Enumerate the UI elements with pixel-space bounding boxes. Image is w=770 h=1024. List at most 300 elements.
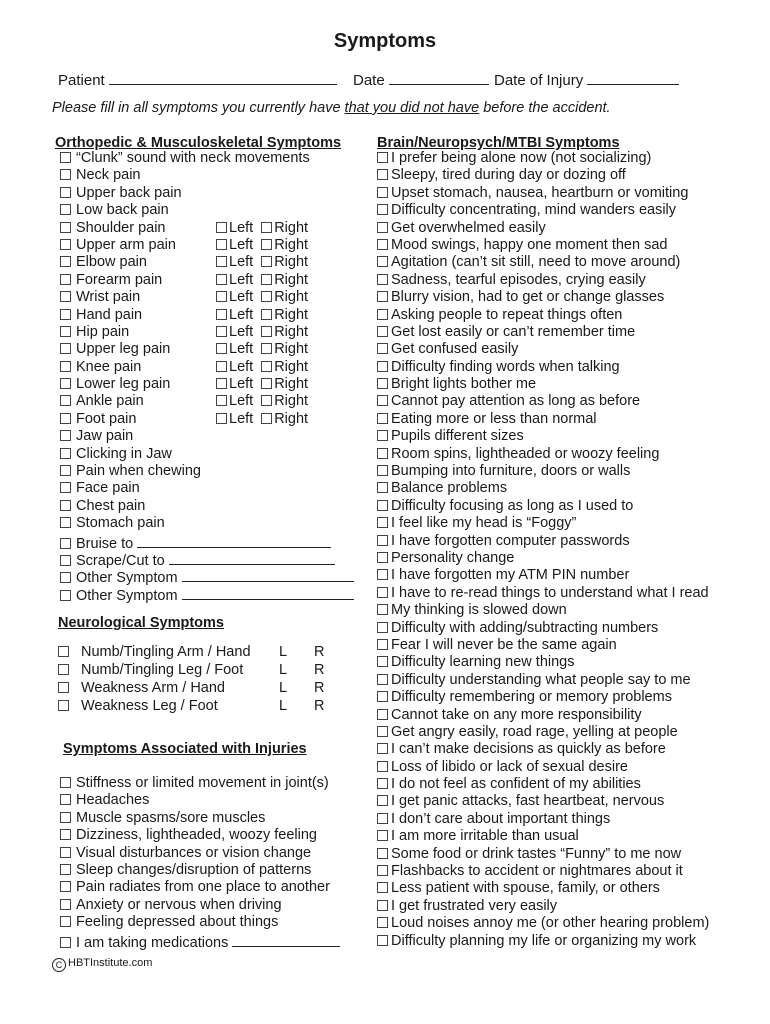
ortho-item [60,272,354,289]
ortho-heading: Orthopedic & Musculoskeletal Symptoms [55,135,342,151]
brain-item [377,341,709,358]
brain-item [377,393,709,410]
brain-item-label: Difficulty focusing as long as I used to [391,497,634,514]
right-label: Right [274,393,309,410]
ortho-item-label: Elbow pain [76,254,147,271]
brain-item-label: Loss of libido or lack of sexual desire [391,758,628,775]
brain-checkbox[interactable] [377,587,388,598]
injury-item-label: Muscle spasms/sore muscles [76,809,266,826]
injury-item-label: Pain radiates from one place to another [76,879,330,896]
brain-item-label: Bright lights bother me [391,376,537,393]
brain-item-label: I get frustrated very easily [391,897,558,914]
left-right-options [216,272,308,289]
brain-checkbox[interactable] [377,378,388,389]
instructions-after: before the accident. [479,100,611,116]
brain-item-label: Fear I will never be the same again [391,636,617,653]
brain-checkbox[interactable] [377,726,388,737]
injury-item [60,914,340,931]
brain-checkbox[interactable] [377,274,388,285]
brain-item-label: Flashbacks to accident or nightmares about it [391,863,683,880]
left-checkbox[interactable] [216,239,227,250]
ortho-item-label: Neck pain [76,167,141,184]
ortho-item-label: Stomach pain [76,515,165,532]
injury-date-label: Date of Injury [494,72,584,89]
ortho-checkbox[interactable] [60,500,71,511]
brain-item [377,480,709,497]
left-label: Left [229,306,254,323]
ortho-checkbox[interactable] [60,448,71,459]
neuro-left-option[interactable]: L [279,680,288,696]
ortho-item [60,359,354,376]
injury-item [60,845,340,862]
ortho-item [60,376,354,393]
ortho-checkbox[interactable] [60,395,71,406]
injuries-heading: Symptoms Associated with Injuries [63,741,307,757]
neuro-item [58,661,325,679]
ortho-checkbox[interactable] [60,169,71,180]
ortho-checkbox[interactable] [60,291,71,302]
copyright [52,957,152,972]
ortho-item [60,289,354,306]
brain-checkbox[interactable] [377,169,388,180]
left-label: Left [229,323,254,340]
brain-item-label: I have to re-read things to understand what I read [391,584,709,601]
ortho-item-label: Wrist pain [76,289,141,306]
brain-item [377,185,709,202]
ortho-item [60,150,354,167]
ortho-item-label: Face pain [76,480,140,497]
injury-item-label: Stiffness or limited movement in joint(s) [76,775,329,791]
injury-checkbox[interactable] [60,937,71,948]
brain-item [377,289,709,306]
brain-checkbox[interactable] [377,743,388,754]
brain-checkbox[interactable] [377,709,388,720]
ortho-item [60,307,354,324]
brain-checkbox[interactable] [377,604,388,615]
brain-item-label: I can’t make decisions as quickly as before [391,741,666,758]
neuro-item-label: Numb/Tingling Arm / Hand [81,644,251,660]
brain-item [377,428,709,445]
injury-item [60,862,340,879]
ortho-item-label: Lower leg pain [76,376,171,393]
brain-item [377,811,709,828]
brain-checkbox[interactable] [377,795,388,806]
left-checkbox[interactable] [216,326,227,337]
brain-checkbox[interactable] [377,239,388,250]
neuro-item-label: Numb/Tingling Leg / Foot [81,662,244,678]
brain-item-label: Difficulty understanding what people say to me [391,671,691,688]
injury-checkbox[interactable] [60,777,71,788]
left-label: Left [229,236,254,253]
neuro-checkbox[interactable] [58,682,69,693]
left-checkbox[interactable] [216,378,227,389]
ortho-item-label: Upper arm pain [76,236,176,253]
injury-checkbox[interactable] [60,812,71,823]
brain-item [377,654,709,671]
left-label: Left [229,271,254,288]
left-label: Left [229,376,254,393]
brain-checkbox[interactable] [377,204,388,215]
ortho-checkbox[interactable] [60,204,71,215]
injury-date-line[interactable] [587,70,679,85]
brain-item [377,759,709,776]
ortho-item-label: Hand pain [76,306,143,323]
right-checkbox[interactable] [261,326,272,337]
injury-item-label: Visual disturbances or vision change [76,844,312,861]
patient-line[interactable] [109,70,337,85]
right-label: Right [274,289,309,306]
brain-checkbox[interactable] [377,535,388,546]
brain-item-label: Difficulty planning my life or organizing my work [391,932,697,949]
ortho-item-label: Foot pain [76,410,137,427]
left-checkbox[interactable] [216,256,227,267]
injury-item-label: I am taking medications [76,934,229,951]
brain-item [377,776,709,793]
brain-item-label: Mood swings, happy one moment then sad [391,236,668,253]
brain-checkbox[interactable] [377,448,388,459]
brain-item-label: Balance problems [391,480,508,497]
brain-item-label: Some food or drink tastes “Funny” to me now [391,845,682,862]
brain-item-label: I am more irritable than usual [391,828,579,845]
injury-item [60,792,340,809]
brain-item [377,933,709,950]
date-field[interactable] [353,70,489,89]
date-label: Date [353,72,385,89]
brain-item [377,724,709,741]
left-label: Left [229,341,254,358]
brain-item [377,567,709,584]
brain-checkbox[interactable] [377,500,388,511]
right-checkbox[interactable] [261,256,272,267]
neuro-checkbox[interactable] [58,664,69,675]
ortho-list [60,150,354,602]
medications-line[interactable] [232,932,340,947]
ortho-checkbox[interactable] [60,590,71,601]
injury-item-label: Sleep changes/disruption of patterns [76,861,312,878]
brain-item-label: Blurry vision, had to get or change glasses [391,289,665,306]
ortho-item-label: Hip pain [76,323,130,340]
ortho-item [60,254,354,271]
left-checkbox[interactable] [216,361,227,372]
ortho-item [60,463,354,480]
brain-item-label: Room spins, lightheaded or woozy feeling [391,445,660,462]
ortho-item-label: Other Symptom [76,570,178,587]
right-checkbox[interactable] [261,343,272,354]
neuro-checkbox[interactable] [58,700,69,711]
left-right-options [216,411,308,428]
ortho-checkbox[interactable] [60,152,71,163]
ortho-checkbox[interactable] [60,274,71,285]
brain-checkbox[interactable] [377,413,388,424]
brain-item [377,307,709,324]
right-label: Right [274,323,309,340]
neuro-checkbox[interactable] [58,646,69,657]
brain-checkbox[interactable] [377,813,388,824]
ortho-item [60,480,354,497]
ortho-checkbox[interactable] [60,326,71,337]
date-line[interactable] [389,70,489,85]
brain-item-label: Difficulty remembering or memory problems [391,689,672,706]
brain-item-label: My thinking is slowed down [391,602,567,619]
neuro-left-option[interactable]: L [279,662,288,678]
neuro-left-option[interactable]: L [279,644,288,660]
brain-checkbox[interactable] [377,674,388,685]
neuro-item [58,697,325,715]
left-right-options [216,254,308,271]
neuro-right-option[interactable]: R [314,698,325,714]
brain-checkbox[interactable] [377,656,388,667]
fill-in-line[interactable] [182,585,354,600]
ortho-item [60,220,354,237]
instructions [52,100,611,116]
injury-item-label: Feeling depressed about things [76,914,279,931]
injury-checkbox[interactable] [60,916,71,927]
neuro-item-label: Weakness Leg / Foot [81,698,218,714]
injury-checkbox[interactable] [60,899,71,910]
brain-checkbox[interactable] [377,222,388,233]
ortho-item-label: Ankle pain [76,393,144,410]
neuro-right-option[interactable]: R [314,644,325,660]
brain-item [377,220,709,237]
injury-item [60,879,340,896]
left-right-options [216,341,308,358]
brain-item [377,898,709,915]
brain-item-label: Cannot take on any more responsibility [391,706,642,723]
brain-item-label: I feel like my head is “Foggy” [391,515,577,532]
ortho-checkbox[interactable] [60,482,71,493]
brain-checkbox[interactable] [377,465,388,476]
patient-label: Patient [58,72,105,89]
left-checkbox[interactable] [216,413,227,424]
ortho-checkbox[interactable] [60,222,71,233]
brain-item-label: Get confused easily [391,341,519,358]
injury-checkbox[interactable] [60,881,71,892]
brain-item-label: Difficulty learning new things [391,654,575,671]
ortho-checkbox[interactable] [60,309,71,320]
left-checkbox[interactable] [216,222,227,233]
brain-checkbox[interactable] [377,552,388,563]
brain-checkbox[interactable] [377,865,388,876]
injury-item-label: Anxiety or nervous when driving [76,896,282,913]
injury-checkbox[interactable] [60,794,71,805]
right-checkbox[interactable] [261,239,272,250]
ortho-checkbox[interactable] [60,343,71,354]
brain-item [377,880,709,897]
right-checkbox[interactable] [261,413,272,424]
brain-item [377,828,709,845]
right-label: Right [274,410,309,427]
right-checkbox[interactable] [261,395,272,406]
neuro-right-option[interactable]: R [314,662,325,678]
right-label: Right [274,236,309,253]
brain-checkbox[interactable] [377,691,388,702]
brain-checkbox[interactable] [377,430,388,441]
right-checkbox[interactable] [261,291,272,302]
left-checkbox[interactable] [216,343,227,354]
ortho-item [60,185,354,202]
right-checkbox[interactable] [261,274,272,285]
brain-checkbox[interactable] [377,639,388,650]
brain-checkbox[interactable] [377,256,388,267]
brain-checkbox[interactable] [377,152,388,163]
brain-item [377,915,709,932]
left-right-options [216,359,308,376]
brain-checkbox[interactable] [377,291,388,302]
brain-checkbox[interactable] [377,882,388,893]
brain-checkbox[interactable] [377,569,388,580]
right-label: Right [274,376,309,393]
ortho-checkbox[interactable] [60,378,71,389]
brain-checkbox[interactable] [377,395,388,406]
ortho-checkbox[interactable] [60,256,71,267]
brain-item-label: Upset stomach, nausea, heartburn or vomiting [391,184,689,201]
injury-checkbox[interactable] [60,829,71,840]
right-label: Right [274,254,309,271]
right-label: Right [274,219,309,236]
brain-checkbox[interactable] [377,343,388,354]
neuro-left-option[interactable]: L [279,698,288,714]
brain-checkbox[interactable] [377,935,388,946]
brain-checkbox[interactable] [377,309,388,320]
brain-item-label: Cannot pay attention as long as before [391,393,641,410]
brain-checkbox[interactable] [377,187,388,198]
ortho-item-label: Chest pain [76,497,146,514]
ortho-item [60,237,354,254]
right-checkbox[interactable] [261,222,272,233]
ortho-item-label: Upper back pain [76,184,182,201]
right-checkbox[interactable] [261,378,272,389]
brain-item [377,411,709,428]
right-checkbox[interactable] [261,309,272,320]
brain-item [377,254,709,271]
brain-checkbox[interactable] [377,761,388,772]
ortho-checkbox[interactable] [60,361,71,372]
right-label: Right [274,271,309,288]
fill-in-line[interactable] [137,533,331,548]
brain-item [377,637,709,654]
neuro-list [58,643,325,715]
injury-date-field[interactable] [494,70,679,89]
neuro-item [58,679,325,697]
brain-item-label: Loud noises annoy me (or other hearing problem) [391,915,710,932]
ortho-item-label: “Clunk” sound with neck movements [76,150,310,166]
injury-item [60,897,340,914]
ortho-item-label: Pain when chewing [76,463,201,480]
injury-item-label: Dizziness, lightheaded, woozy feeling [76,827,317,844]
brain-list [377,150,709,950]
neuro-right-option[interactable]: R [314,680,325,696]
brain-item-label: Get overwhelmed easily [391,219,546,236]
ortho-item [60,428,354,445]
left-checkbox[interactable] [216,291,227,302]
ortho-checkbox[interactable] [60,517,71,528]
left-right-options [216,289,308,306]
left-checkbox[interactable] [216,395,227,406]
ortho-item [60,411,354,428]
brain-item-label: I have forgotten my ATM PIN number [391,567,630,584]
brain-item-label: Difficulty concentrating, mind wanders easily [391,202,677,219]
right-checkbox[interactable] [261,361,272,372]
injury-item [60,932,340,949]
ortho-item [60,202,354,219]
ortho-checkbox[interactable] [60,239,71,250]
injury-item [60,827,340,844]
brain-checkbox[interactable] [377,361,388,372]
brain-checkbox[interactable] [377,778,388,789]
ortho-item [60,498,354,515]
ortho-item [60,550,354,567]
ortho-item-label: Bruise to [76,535,134,552]
brain-checkbox[interactable] [377,517,388,528]
brain-item-label: Agitation (can’t sit still, need to move around) [391,254,681,271]
ortho-checkbox[interactable] [60,538,71,549]
left-checkbox[interactable] [216,309,227,320]
injury-checkbox[interactable] [60,864,71,875]
brain-item [377,602,709,619]
ortho-checkbox[interactable] [60,555,71,566]
ortho-checkbox[interactable] [60,187,71,198]
brain-checkbox[interactable] [377,900,388,911]
fill-in-line[interactable] [169,550,335,565]
left-label: Left [229,410,254,427]
right-label: Right [274,358,309,375]
left-checkbox[interactable] [216,274,227,285]
brain-checkbox[interactable] [377,830,388,841]
left-label: Left [229,289,254,306]
patient-field[interactable] [58,70,337,89]
brain-item [377,585,709,602]
ortho-checkbox[interactable] [60,430,71,441]
ortho-checkbox[interactable] [60,572,71,583]
fill-in-line[interactable] [182,567,354,582]
brain-item [377,741,709,758]
injury-checkbox[interactable] [60,847,71,858]
ortho-item-label: Shoulder pain [76,219,166,236]
ortho-checkbox[interactable] [60,413,71,424]
brain-heading: Brain/Neuropsych/MTBI Symptoms [377,135,620,151]
ortho-item-label: Knee pain [76,358,142,375]
left-label: Left [229,358,254,375]
ortho-item [60,446,354,463]
ortho-checkbox[interactable] [60,465,71,476]
brain-item [377,707,709,724]
brain-item-label: Get angry easily, road rage, yelling at people [391,723,678,740]
brain-checkbox[interactable] [377,848,388,859]
brain-item-label: Difficulty with adding/subtracting numbers [391,619,659,636]
brain-item [377,550,709,567]
brain-item-label: I don’t care about important things [391,810,611,827]
left-right-options [216,307,308,324]
brain-item [377,167,709,184]
neuro-item [58,643,325,661]
brain-item-label: Get lost easily or can’t remember time [391,323,636,340]
brain-item [377,272,709,289]
brain-item [377,237,709,254]
injury-item [60,810,340,827]
brain-checkbox[interactable] [377,482,388,493]
left-right-options [216,393,308,410]
brain-checkbox[interactable] [377,917,388,928]
neuro-item-label: Weakness Arm / Hand [81,680,225,696]
brain-item [377,793,709,810]
brain-checkbox[interactable] [377,326,388,337]
brain-item [377,533,709,550]
page-title: Symptoms [333,30,437,52]
ortho-item [60,585,354,602]
brain-checkbox[interactable] [377,622,388,633]
brain-item [377,150,709,167]
instructions-before: Please fill in all symptoms you currently have [52,100,345,116]
